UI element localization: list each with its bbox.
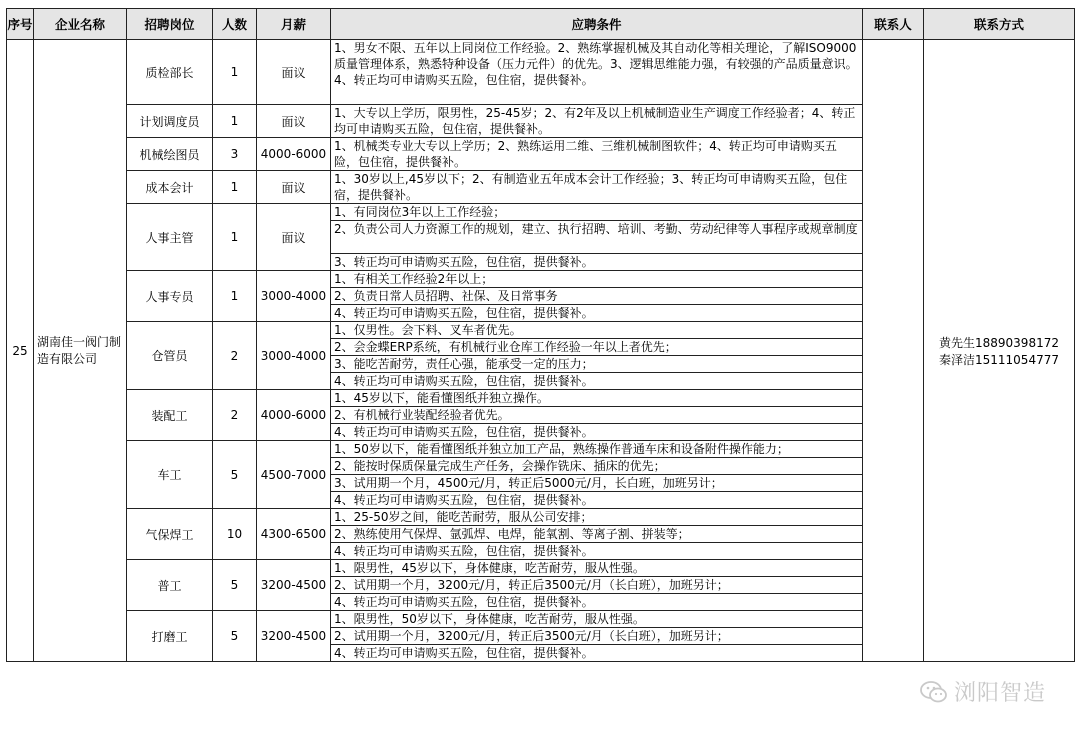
requirement-line: 1、限男性，50岁以下，身体健康，吃苦耐劳，服从性强。 xyxy=(331,611,863,628)
salary-cell: 3200-4500 xyxy=(257,560,331,611)
watermark-text: 浏阳智造 xyxy=(953,681,1046,706)
position-cell: 仓管员 xyxy=(127,322,213,390)
salary-cell: 4300-6500 xyxy=(257,509,331,560)
header-contact-method: 联系方式 xyxy=(924,9,1075,40)
position-cell: 人事专员 xyxy=(127,271,213,322)
requirement-line: 1、30岁以上,45岁以下；2、有制造业五年成本会计工作经验；3、转正均可申请购买五险，包住宿，提供餐补。 xyxy=(331,171,863,204)
requirement-line: 4、转正均可申请购买五险，包住宿，提供餐补。 xyxy=(331,492,863,509)
requirement-line: 3、试用期一个月，4500元/月，转正后5000元/月，长白班，加班另计； xyxy=(331,475,863,492)
header-contact: 联系人 xyxy=(863,9,924,40)
requirement-line: 1、25-50岁之间，能吃苦耐劳，服从公司安排； xyxy=(331,509,863,526)
position-cell: 计划调度员 xyxy=(127,105,213,138)
requirement-line: 4、转正均可申请购买五险，包住宿，提供餐补。 xyxy=(331,543,863,560)
requirement-line: 2、能按时保质保量完成生产任务，会操作铣床、插床的优先； xyxy=(331,458,863,475)
table-row xyxy=(7,40,1075,105)
count-cell: 1 xyxy=(213,105,257,138)
position-cell: 气保焊工 xyxy=(127,509,213,560)
count-cell: 2 xyxy=(213,322,257,390)
position-cell: 质检部长 xyxy=(127,40,213,105)
table-body xyxy=(7,40,1075,662)
header-count: 人数 xyxy=(213,9,257,40)
count-cell: 10 xyxy=(213,509,257,560)
requirement-line: 2、试用期一个月，3200元/月，转正后3500元/月（长白班），加班另计； xyxy=(331,628,863,645)
position-cell: 成本会计 xyxy=(127,171,213,204)
requirement-line: 1、机械类专业大专以上学历；2、熟练运用二维、三维机械制图软件；4、转正均可申请购买五险，包住宿，提供餐补。 xyxy=(331,138,863,171)
seq-cell: 25 xyxy=(7,40,34,662)
count-cell: 1 xyxy=(213,204,257,271)
salary-cell: 面议 xyxy=(257,105,331,138)
contact-method-cell xyxy=(924,40,1075,662)
position-cell: 车工 xyxy=(127,441,213,509)
count-cell: 1 xyxy=(213,40,257,105)
salary-cell: 面议 xyxy=(257,171,331,204)
requirement-line: 2、会金蝶ERP系统，有机械行业仓库工作经验一年以上者优先； xyxy=(331,339,863,356)
recruitment-table xyxy=(6,8,1075,662)
position-cell: 普工 xyxy=(127,560,213,611)
header-row xyxy=(7,9,1075,40)
count-cell: 3 xyxy=(213,138,257,171)
header-requirements: 应聘条件 xyxy=(331,9,863,40)
salary-cell: 3200-4500 xyxy=(257,611,331,662)
header-position: 招聘岗位 xyxy=(127,9,213,40)
requirement-line: 1、限男性，45岁以下，身体健康，吃苦耐劳，服从性强。 xyxy=(331,560,863,577)
salary-cell: 3000-4000 xyxy=(257,322,331,390)
salary-cell: 4000-6000 xyxy=(257,138,331,171)
requirement-line: 4、转正均可申请购买五险，包住宿，提供餐补。 xyxy=(331,645,863,662)
requirement-line: 1、大专以上学历，限男性，25-45岁；2、有2年及以上机械制造业生产调度工作经验者；4、转正均可申请购买五险，包住宿，提供餐补。 xyxy=(331,105,863,138)
requirement-line: 4、转正均可申请购买五险，包住宿，提供餐补。 xyxy=(331,373,863,390)
contact-cell xyxy=(863,40,924,662)
requirement-line: 2、有机械行业装配经验者优先。 xyxy=(331,407,863,424)
count-cell: 5 xyxy=(213,560,257,611)
watermark xyxy=(920,676,1046,707)
header-salary: 月薪 xyxy=(257,9,331,40)
count-cell: 1 xyxy=(213,271,257,322)
requirement-line: 3、转正均可申请购买五险，包住宿，提供餐补。 xyxy=(331,254,863,271)
requirement-line: 1、50岁以下，能看懂图纸并独立加工产品，熟练操作普通车床和设备附件操作能力； xyxy=(331,441,863,458)
requirement-line: 4、转正均可申请购买五险，包住宿，提供餐补。 xyxy=(331,594,863,611)
requirement-line: 2、熟练使用气保焊、氩弧焊、电焊，能氧割、等离子割、拼装等； xyxy=(331,526,863,543)
requirement-line: 1、45岁以下，能看懂图纸并独立操作。 xyxy=(331,390,863,407)
contact-phone: 秦泽洁15111054777 xyxy=(939,352,1059,367)
contact-phone: 黄先生18890398172 xyxy=(939,335,1059,350)
requirement-line: 2、试用期一个月，3200元/月，转正后3500元/月（长白班），加班另计； xyxy=(331,577,863,594)
salary-cell: 面议 xyxy=(257,204,331,271)
position-cell: 打磨工 xyxy=(127,611,213,662)
requirement-line: 1、有相关工作经验2年以上； xyxy=(331,271,863,288)
salary-cell: 面议 xyxy=(257,40,331,105)
salary-cell: 4500-7000 xyxy=(257,441,331,509)
position-cell: 人事主管 xyxy=(127,204,213,271)
position-cell: 装配工 xyxy=(127,390,213,441)
count-cell: 5 xyxy=(213,611,257,662)
position-cell: 机械绘图员 xyxy=(127,138,213,171)
requirement-line: 2、负责公司人力资源工作的规划，建立、执行招聘、培训、考勤、劳动纪律等人事程序或规章制度 xyxy=(331,221,863,254)
count-cell: 5 xyxy=(213,441,257,509)
requirement-line: 4、转正均可申请购买五险，包住宿，提供餐补。 xyxy=(331,424,863,441)
header-company: 企业名称 xyxy=(34,9,127,40)
requirement-line: 1、男女不限、五年以上同岗位工作经验。2、熟练掌握机械及其自动化等相关理论，了解ISO9000质量管理体系，熟悉特种设备（压力元件）的优先。3、逻辑思维能力强，有较强的产品质量意识。4、转正均可申请购买五险，包住宿，提供餐补。 xyxy=(331,40,863,105)
requirement-line: 3、能吃苦耐劳，责任心强，能承受一定的压力； xyxy=(331,356,863,373)
company-cell: 湖南佳一阀门制造有限公司 xyxy=(34,40,127,662)
salary-cell: 4000-6000 xyxy=(257,390,331,441)
count-cell: 1 xyxy=(213,171,257,204)
requirement-line: 1、仅男性。会下料、叉车者优先。 xyxy=(331,322,863,339)
wechat-icon xyxy=(920,680,948,704)
count-cell: 2 xyxy=(213,390,257,441)
requirement-line: 4、转正均可申请购买五险，包住宿，提供餐补。 xyxy=(331,305,863,322)
requirement-line: 2、负责日常人员招聘、社保、及日常事务 xyxy=(331,288,863,305)
salary-cell: 3000-4000 xyxy=(257,271,331,322)
header-seq: 序号 xyxy=(7,9,34,40)
requirement-line: 1、有同岗位3年以上工作经验； xyxy=(331,204,863,221)
